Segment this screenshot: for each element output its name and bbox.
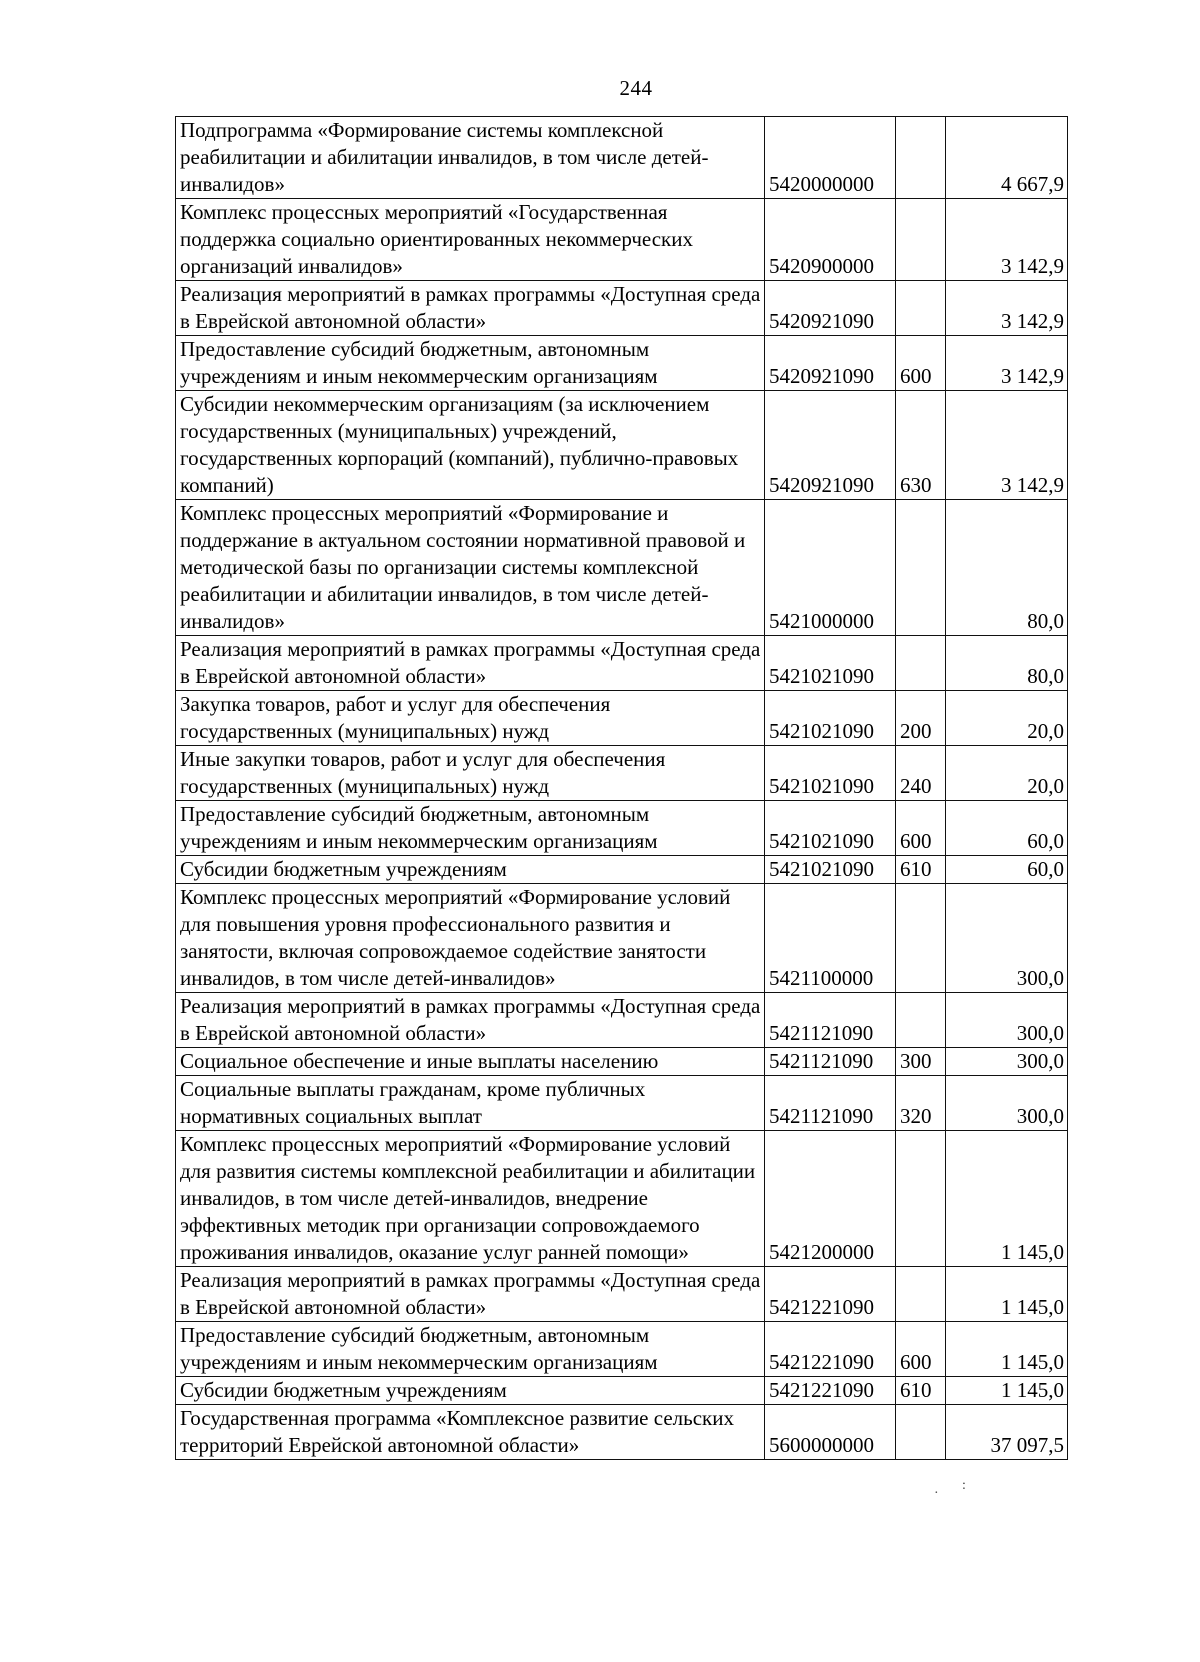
row-code-cell: 5420921090 xyxy=(765,336,896,391)
table-row xyxy=(176,199,1068,281)
row-expense-type-cell: 320 xyxy=(896,1076,946,1131)
row-expense-type-cell xyxy=(896,993,946,1048)
table-row xyxy=(176,1048,1068,1076)
row-amount-cell: 80,0 xyxy=(946,500,1068,636)
row-amount-cell: 1 145,0 xyxy=(946,1131,1068,1267)
row-amount-cell: 20,0 xyxy=(946,746,1068,801)
row-name-cell: Субсидии бюджетным учреждениям xyxy=(176,1377,765,1405)
row-name-cell: Социальное обеспечение и иные выплаты населению xyxy=(176,1048,765,1076)
page-number: 244 xyxy=(619,76,653,100)
row-expense-type-cell xyxy=(896,1131,946,1267)
row-name-cell: Реализация мероприятий в рамках программы «Доступная среда в Еврейской автономной области» xyxy=(176,281,765,336)
row-amount-cell: 4 667,9 xyxy=(946,117,1068,199)
row-name-cell: Закупка товаров, работ и услуг для обеспечения государственных (муниципальных) нужд xyxy=(176,691,765,746)
row-code-cell: 5421021090 xyxy=(765,746,896,801)
row-code-cell: 5421000000 xyxy=(765,500,896,636)
table-row xyxy=(176,746,1068,801)
row-amount-cell: 20,0 xyxy=(946,691,1068,746)
row-expense-type-cell xyxy=(896,117,946,199)
row-amount-cell: 300,0 xyxy=(946,1048,1068,1076)
row-expense-type-cell: 240 xyxy=(896,746,946,801)
row-code-cell: 5600000000 xyxy=(765,1405,896,1460)
row-expense-type-cell xyxy=(896,1267,946,1322)
row-name-cell: Предоставление субсидий бюджетным, автономным учреждениям и иным некоммерческим организациям xyxy=(176,801,765,856)
row-name-cell: Предоставление субсидий бюджетным, автономным учреждениям и иным некоммерческим организациям xyxy=(176,336,765,391)
row-name-cell: Подпрограмма «Формирование системы комплексной реабилитации и абилитации инвалидов, в том числе детей-инвалидов» xyxy=(176,117,765,199)
row-amount-cell: 3 142,9 xyxy=(946,336,1068,391)
row-expense-type-cell: 600 xyxy=(896,801,946,856)
row-amount-cell: 300,0 xyxy=(946,1076,1068,1131)
table-row xyxy=(176,1076,1068,1131)
row-code-cell: 5420900000 xyxy=(765,199,896,281)
row-amount-cell: 60,0 xyxy=(946,856,1068,884)
row-code-cell: 5421200000 xyxy=(765,1131,896,1267)
row-expense-type-cell xyxy=(896,199,946,281)
row-amount-cell: 1 145,0 xyxy=(946,1377,1068,1405)
row-code-cell: 5421221090 xyxy=(765,1377,896,1405)
table-row xyxy=(176,1322,1068,1377)
row-name-cell: Реализация мероприятий в рамках программы «Доступная среда в Еврейской автономной области» xyxy=(176,1267,765,1322)
row-amount-cell: 300,0 xyxy=(946,884,1068,993)
row-code-cell: 5421100000 xyxy=(765,884,896,993)
row-name-cell: Субсидии бюджетным учреждениям xyxy=(176,856,765,884)
row-expense-type-cell: 630 xyxy=(896,391,946,500)
row-code-cell: 5420921090 xyxy=(765,391,896,500)
row-expense-type-cell xyxy=(896,884,946,993)
row-expense-type-cell: 600 xyxy=(896,336,946,391)
row-name-cell: Комплекс процессных мероприятий «Формирование и поддержание в актуальном состоянии нормативной правовой и методической базы по организации системы комплексной реабилитации и абилитации инвалидов, в том числе детей-инвалидов» xyxy=(176,500,765,636)
row-name-cell: Субсидии некоммерческим организациям (за исключением государственных (муниципальных) учреждений, государственных корпораций (компаний), публично-правовых компаний) xyxy=(176,391,765,500)
row-amount-cell: 1 145,0 xyxy=(946,1267,1068,1322)
scan-speck: : xyxy=(962,1478,966,1493)
row-name-cell: Иные закупки товаров, работ и услуг для обеспечения государственных (муниципальных) нужд xyxy=(176,746,765,801)
table-row xyxy=(176,856,1068,884)
scan-speck: · xyxy=(934,1486,939,1501)
budget-table xyxy=(175,116,1068,1460)
row-name-cell: Реализация мероприятий в рамках программы «Доступная среда в Еврейской автономной области» xyxy=(176,993,765,1048)
row-amount-cell: 37 097,5 xyxy=(946,1405,1068,1460)
table-row xyxy=(176,117,1068,199)
row-code-cell: 5421121090 xyxy=(765,1076,896,1131)
row-code-cell: 5421021090 xyxy=(765,801,896,856)
row-expense-type-cell xyxy=(896,281,946,336)
budget-table-body xyxy=(176,117,1068,1460)
row-name-cell: Государственная программа «Комплексное развитие сельских территорий Еврейской автономной области» xyxy=(176,1405,765,1460)
row-expense-type-cell: 200 xyxy=(896,691,946,746)
row-name-cell: Комплекс процессных мероприятий «Формирование условий для развития системы комплексной реабилитации и абилитации инвалидов, в том числе детей-инвалидов, внедрение эффективных методик при организации сопровождаемого проживания инвалидов, оказание услуг ранней помощи» xyxy=(176,1131,765,1267)
row-code-cell: 5421021090 xyxy=(765,636,896,691)
row-code-cell: 5421221090 xyxy=(765,1267,896,1322)
table-row xyxy=(176,993,1068,1048)
table-row xyxy=(176,336,1068,391)
row-code-cell: 5421221090 xyxy=(765,1322,896,1377)
row-expense-type-cell: 600 xyxy=(896,1322,946,1377)
row-name-cell: Комплекс процессных мероприятий «Государственная поддержка социально ориентированных некоммерческих организаций инвалидов» xyxy=(176,199,765,281)
row-name-cell: Социальные выплаты гражданам, кроме публичных нормативных социальных выплат xyxy=(176,1076,765,1131)
row-code-cell: 5421021090 xyxy=(765,691,896,746)
row-amount-cell: 3 142,9 xyxy=(946,281,1068,336)
row-name-cell: Комплекс процессных мероприятий «Формирование условий для повышения уровня профессионального развития и занятости, включая сопровождаемое содействие занятости инвалидов, в том числе детей-инвалидов» xyxy=(176,884,765,993)
row-expense-type-cell: 300 xyxy=(896,1048,946,1076)
table-row xyxy=(176,801,1068,856)
row-amount-cell: 80,0 xyxy=(946,636,1068,691)
row-expense-type-cell: 610 xyxy=(896,1377,946,1405)
table-row xyxy=(176,636,1068,691)
row-name-cell: Предоставление субсидий бюджетным, автономным учреждениям и иным некоммерческим организациям xyxy=(176,1322,765,1377)
row-expense-type-cell: 610 xyxy=(896,856,946,884)
table-row xyxy=(176,1267,1068,1322)
row-expense-type-cell xyxy=(896,636,946,691)
table-row xyxy=(176,1405,1068,1460)
row-expense-type-cell xyxy=(896,1405,946,1460)
row-code-cell: 5420000000 xyxy=(765,117,896,199)
row-code-cell: 5420921090 xyxy=(765,281,896,336)
row-amount-cell: 60,0 xyxy=(946,801,1068,856)
row-amount-cell: 3 142,9 xyxy=(946,391,1068,500)
row-amount-cell: 300,0 xyxy=(946,993,1068,1048)
table-row xyxy=(176,391,1068,500)
table-row xyxy=(176,884,1068,993)
row-code-cell: 5421121090 xyxy=(765,1048,896,1076)
table-row xyxy=(176,500,1068,636)
row-name-cell: Реализация мероприятий в рамках программы «Доступная среда в Еврейской автономной области» xyxy=(176,636,765,691)
table-row xyxy=(176,691,1068,746)
table-row xyxy=(176,281,1068,336)
row-code-cell: 5421021090 xyxy=(765,856,896,884)
row-expense-type-cell xyxy=(896,500,946,636)
table-row xyxy=(176,1377,1068,1405)
row-code-cell: 5421121090 xyxy=(765,993,896,1048)
row-amount-cell: 1 145,0 xyxy=(946,1322,1068,1377)
table-row xyxy=(176,1131,1068,1267)
row-amount-cell: 3 142,9 xyxy=(946,199,1068,281)
